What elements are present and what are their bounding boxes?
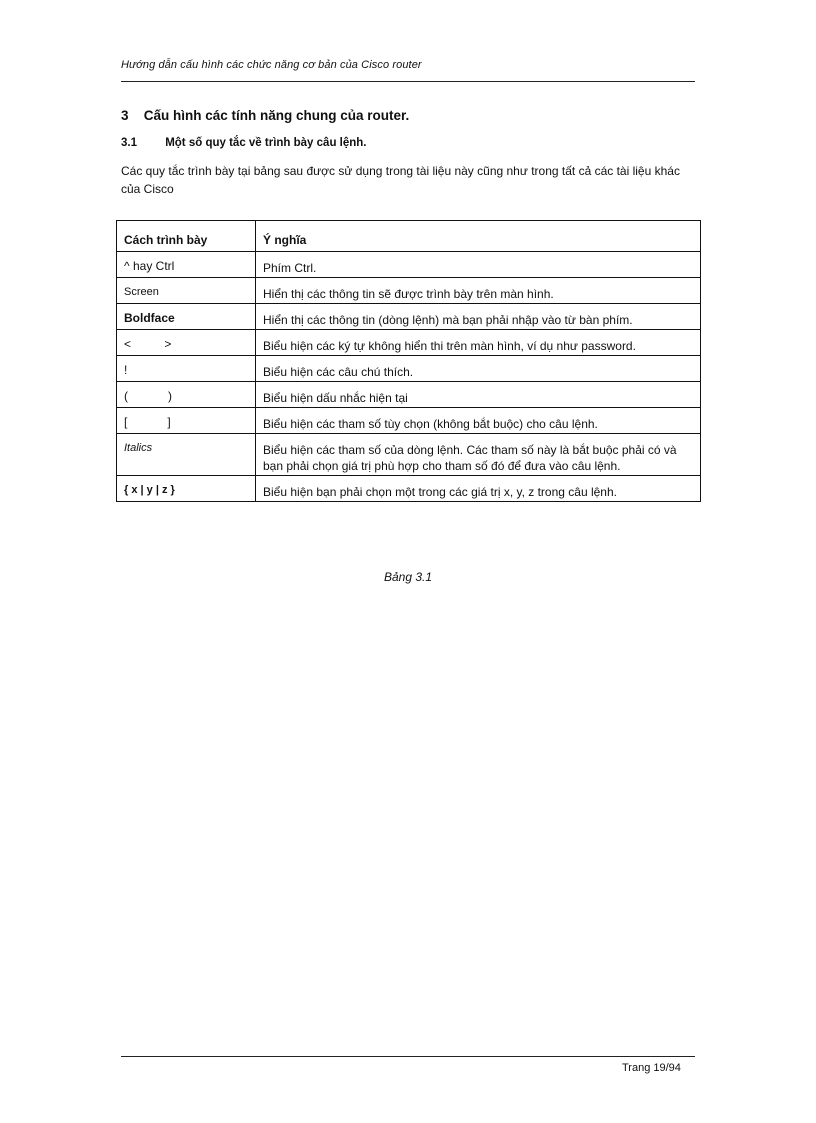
table-row — [117, 382, 701, 408]
subsection-number: 3.1 — [121, 137, 137, 149]
page-number: Trang 19/94 — [622, 1062, 681, 1074]
meaning-cell: Biểu hiện các tham số của dòng lệnh. Các tham số này là bắt buộc phải có và bạn phải chọn giá trị phù hợp cho tham số đó để đưa vào câu lệnh. — [256, 434, 701, 476]
table-row — [117, 356, 701, 382]
meaning-cell: Biểu hiện các ký tự không hiển thi trên màn hình, ví dụ như password. — [256, 330, 701, 356]
convention-symbol: { x | y | z } — [124, 484, 175, 496]
table-header-row — [117, 221, 701, 252]
intro-paragraph: Các quy tắc trình bày tại bảng sau được sử dụng trong tài liệu này cũng như trong tất cả các tài liệu khác của Cisco — [121, 164, 680, 196]
section-title: Cấu hình các tính năng chung của router. — [143, 108, 410, 123]
column-header-meaning: Ý nghĩa — [256, 221, 701, 252]
subsection-heading — [121, 137, 367, 149]
convention-cell — [117, 382, 256, 408]
subsection-title: Một số quy tắc về trình bày câu lệnh. — [165, 137, 367, 149]
convention-cell: Boldface — [117, 304, 256, 330]
section-heading — [121, 108, 409, 123]
table-caption: Bảng 3.1 — [383, 570, 433, 584]
running-header: Hướng dẫn cấu hình các chức năng cơ bản của Cisco router — [121, 59, 422, 71]
convention-cell — [117, 408, 256, 434]
section-number: 3 — [121, 108, 129, 123]
convention-symbol: [ ] — [124, 415, 171, 429]
convention-symbol: < > — [124, 337, 172, 351]
header-divider — [121, 81, 695, 82]
convention-cell — [117, 476, 256, 502]
convention-cell: Italics — [117, 434, 256, 476]
convention-cell: ^ hay Ctrl — [117, 252, 256, 278]
convention-cell — [117, 330, 256, 356]
meaning-cell: Phím Ctrl. — [256, 252, 701, 278]
footer-divider — [121, 1056, 695, 1057]
table-row — [117, 476, 701, 502]
convention-symbol: ( ) — [124, 389, 172, 403]
table-row — [117, 434, 701, 476]
table-row — [117, 408, 701, 434]
table-row — [117, 278, 701, 304]
meaning-cell: Biểu hiện các câu chú thích. — [256, 356, 701, 382]
column-header-convention: Cách trình bày — [117, 221, 256, 252]
meaning-cell: Biểu hiện dấu nhắc hiện tại — [256, 382, 701, 408]
meaning-cell: Hiển thị các thông tin sẽ được trình bày trên màn hình. — [256, 278, 701, 304]
meaning-cell: Biểu hiện các tham số tùy chọn (không bắt buộc) cho câu lệnh. — [256, 408, 701, 434]
table-row — [117, 330, 701, 356]
conventions-table — [116, 220, 701, 502]
table-row — [117, 304, 701, 330]
convention-cell: Screen — [117, 278, 256, 304]
meaning-cell: Hiển thị các thông tin (dòng lệnh) mà bạn phải nhập vào từ bàn phím. — [256, 304, 701, 330]
table-row — [117, 252, 701, 278]
convention-cell: ! — [117, 356, 256, 382]
meaning-cell: Biểu hiện bạn phải chọn một trong các giá trị x, y, z trong câu lệnh. — [256, 476, 701, 502]
